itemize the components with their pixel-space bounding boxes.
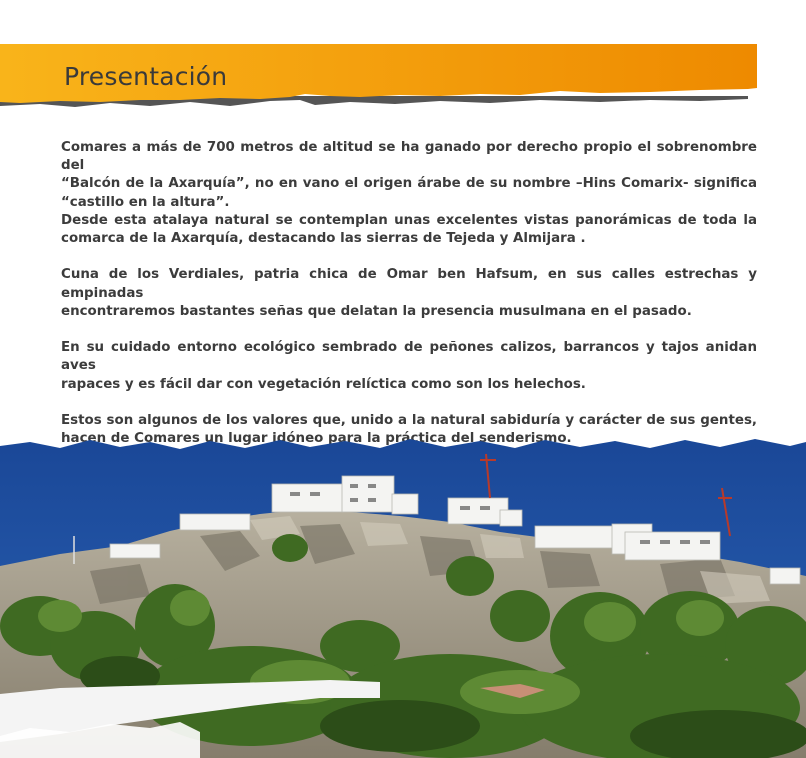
text-line: Cuna de los Verdiales, patria chica de Omar ben Hafsum, en sus calles estrechas y empinadas xyxy=(61,267,757,301)
title-banner xyxy=(0,44,758,120)
text-line: Estos son algunos de los valores que, unido a la natural sabiduría y carácter de sus gentes, xyxy=(61,413,757,428)
text-line: encontraremos bastantes señas que delatan la presencia musulmana en el pasado. xyxy=(61,303,692,319)
text-line: comarca de la Axarquía, destacando las sierras de Tejeda y Almijara . xyxy=(61,231,586,247)
text-line: En su cuidado entorno ecológico sembrado de peñones calizos, barrancos y tajos anidan aves xyxy=(61,340,757,374)
text-line: Comares a más de 700 metros de altitud se ha ganado por derecho propio el sobrenombre del xyxy=(61,140,757,174)
text-line: hacen de Comares un lugar idóneo para la práctica del senderismo. xyxy=(61,431,572,447)
text-line: “castillo en la altura”. xyxy=(61,194,230,210)
body-text xyxy=(61,139,757,467)
comares-photo xyxy=(0,436,806,758)
paragraph-entorno xyxy=(61,339,757,394)
text-line: “Balcón de la Axarquía”, no en vano el origen árabe de su nombre –Hins Comarix- significa xyxy=(61,176,757,192)
paragraph-verdiales xyxy=(61,266,757,321)
text-line: Desde esta atalaya natural se contemplan unas excelentes vistas panorámicas de toda la xyxy=(61,212,757,228)
comares-illustration xyxy=(0,436,806,758)
text-line: rapaces y es fácil dar con vegetación relíctica como son los helechos. xyxy=(61,376,586,392)
paragraph-intro xyxy=(61,139,757,248)
page-title: Presentación xyxy=(64,62,228,91)
